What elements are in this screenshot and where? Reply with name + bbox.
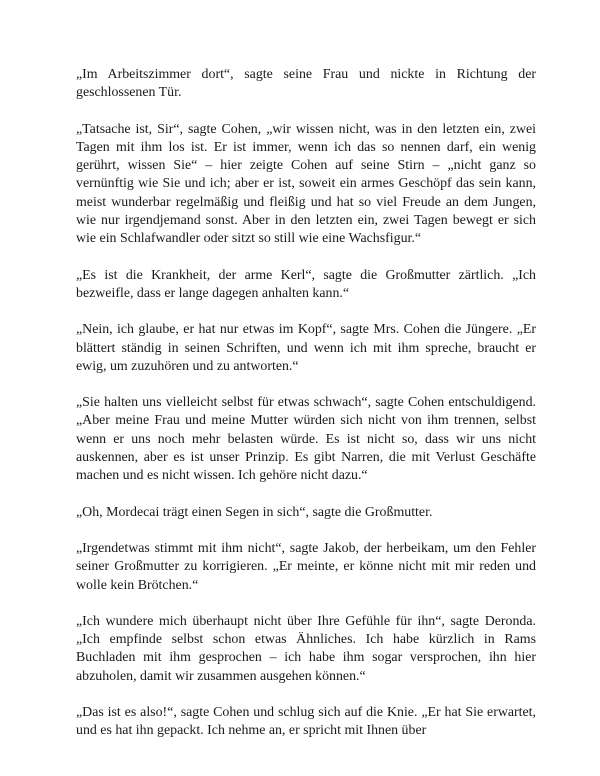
paragraph-7: „Irgendetwas stimmt mit ihm nicht“, sagte Jakob, der herbeikam, um den Fehler seiner Großmutter zu korrigieren. „Er meinte, er könne nicht mit mir reden und wolle kein Brötchen.“ (76, 540, 536, 593)
paragraph-1: „Im Arbeitszimmer dort“, sagte seine Frau und nickte in Richtung der geschlossenen Tür. (76, 67, 536, 101)
paragraph-5: „Sie halten uns vielleicht selbst für etwas schwach“, sagte Cohen entschuldigend. „Aber meine Frau und meine Mutter würden sich nicht von ihm trennen, selbst wenn er uns noch mehr belasten würde. Es ist nicht so, dass wir uns nicht auskennen, aber es ist unser Prinzip. Es gibt Narren, die mit Verlust Geschäfte machen und es nicht wissen. Ich gehöre nicht dazu.“ (76, 395, 536, 484)
body-text (76, 66, 536, 759)
paragraph-3: „Es ist die Krankheit, der arme Kerl“, sagte die Großmutter zärtlich. „Ich bezweifle, dass er lange dagegen anhalten kann.“ (76, 267, 536, 301)
paragraph-4: „Nein, ich glaube, er hat nur etwas im Kopf“, sagte Mrs. Cohen die Jüngere. „Er blättert ständig in seinen Schriften, und wenn ich mit ihm spreche, braucht er ewig, um zuzuhören und zu antworten.“ (76, 322, 536, 374)
paragraph-9: „Das ist es also!“, sagte Cohen und schlug sich auf die Knie. „Er hat Sie erwartet, und es hat ihn gepackt. Ich nehme an, er spricht mit Ihnen über (76, 705, 536, 739)
paragraph-8: „Ich wundere mich überhaupt nicht über Ihre Gefühle für ihn“, sagte Deronda. „Ich empfinde selbst schon etwas Ähnliches. Ich habe kürzlich in Rams Buchladen mit ihm gesprochen – ich habe ihm sogar versprochen, ihn hier abzuholen, damit wir zusammen ausgehen können.“ (76, 613, 536, 684)
paragraph-6: „Oh, Mordecai trägt einen Segen in sich“, sagte die Großmutter. (76, 504, 433, 520)
paragraph-2: „Tatsache ist, Sir“, sagte Cohen, „wir wissen nicht, was in den letzten ein, zwei Tagen mit ihm los ist. Er ist immer, wenn ich das so nennen darf, ein wenig gerührt, wissen Sie“ – hier zeigte Cohen auf seine Stirn – „nicht ganz so vernünftig wie Sie und ich; aber er ist, soweit ein armes Geschöpf das sein kann, meist wunderbar regelmäßig und fleißig und hat so viel Freude an dem Jungen, wie nur irgendjemand sonst. Aber in den letzten ein, zwei Tagen bewegt er sich wie ein Schlafwandler oder sitzt so still wie eine Wachsfigur.“ (76, 121, 536, 247)
